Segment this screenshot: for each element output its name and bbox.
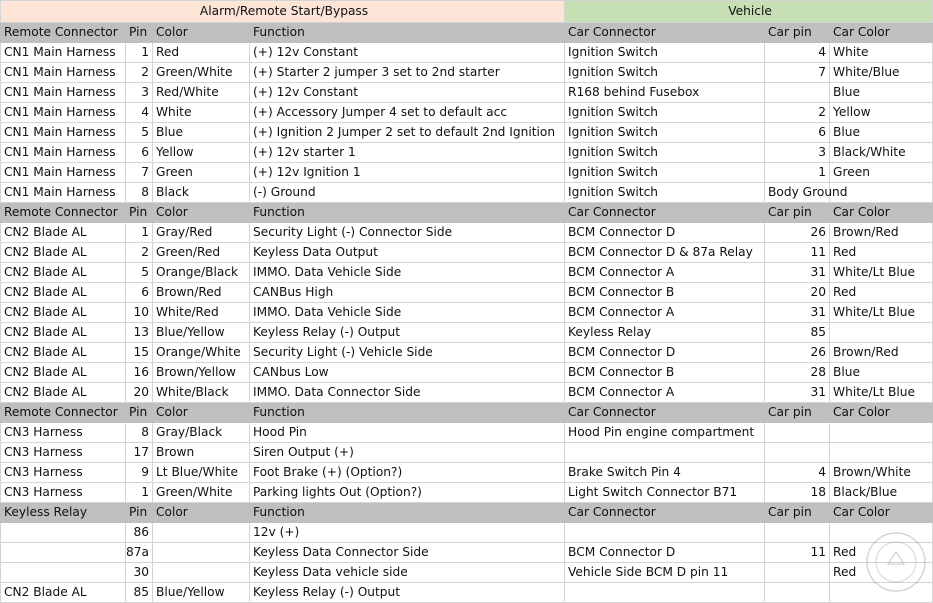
cell-color[interactable]: Gray/Red [153,223,250,243]
cell-car-color[interactable]: White [830,43,933,63]
cell-car-pin[interactable]: 26 [765,343,830,363]
table-row [1,343,933,363]
table-row [1,323,933,343]
cell-function[interactable]: Keyless Data vehicle side [250,563,565,583]
cell-car-color[interactable]: Red [830,543,933,563]
header-cell-pin[interactable]: Pin [126,203,153,223]
alarm-section-title[interactable]: Alarm/Remote Start/Bypass [1,1,565,23]
vehicle-section-title[interactable]: Vehicle [565,1,933,23]
cell-color[interactable]: Blue/Yellow [153,583,250,603]
cell-car-connector[interactable]: Ignition Switch [565,103,765,123]
table-row [1,263,933,283]
table-row [1,303,933,323]
cell-car-pin[interactable] [765,423,830,443]
cell-function[interactable]: Security Light (-) Vehicle Side [250,343,565,363]
cell-connector[interactable]: CN1 Main Harness [1,123,126,143]
cell-function[interactable]: CANbus Low [250,363,565,383]
table-row [1,563,933,583]
cell-pin[interactable]: 20 [126,383,153,403]
header-cell-car-connector[interactable]: Car Connector [565,23,765,43]
cell-function[interactable]: IMMO. Data Connector Side [250,383,565,403]
table-body [1,1,933,603]
cell-car-color[interactable]: White/Lt Blue [830,383,933,403]
cell-car-pin[interactable] [765,523,830,543]
cell-car-color[interactable]: White/Lt Blue [830,303,933,323]
table-row [1,443,933,463]
cell-color[interactable] [153,523,250,543]
cell-pin[interactable]: 10 [126,303,153,323]
cell-function[interactable]: (+) Starter 2 jumper 3 set to 2nd starter [250,63,565,83]
cell-car-color[interactable]: Black/Blue [830,483,933,503]
cell-car-pin[interactable]: 1 [765,163,830,183]
cell-function[interactable]: IMMO. Data Vehicle Side [250,303,565,323]
cell-color[interactable]: Black [153,183,250,203]
cell-connector[interactable]: CN3 Harness [1,443,126,463]
cell-connector[interactable]: CN2 Blade AL [1,343,126,363]
cell-pin[interactable]: 86 [126,523,153,543]
cell-connector[interactable] [1,563,126,583]
header-cell-pin[interactable]: Pin [126,503,153,523]
header-cell-color[interactable]: Color [153,203,250,223]
header-cell-car-pin[interactable]: Car pin [765,203,830,223]
cell-pin[interactable]: 6 [126,283,153,303]
cell-car-pin[interactable] [765,83,830,103]
cell-car-pin[interactable]: Body Ground [765,183,830,203]
cell-car-connector[interactable]: R168 behind Fusebox [565,83,765,103]
header-cell-function[interactable]: Function [250,23,565,43]
cell-car-connector[interactable] [565,523,765,543]
cell-connector[interactable] [1,543,126,563]
cell-connector[interactable]: CN2 Blade AL [1,383,126,403]
cell-car-color[interactable]: Red [830,283,933,303]
table-row [1,523,933,543]
header-cell-car-pin[interactable]: Car pin [765,23,830,43]
header-cell-connector[interactable]: Keyless Relay [1,503,126,523]
table-row [1,283,933,303]
header-cell-connector[interactable]: Remote Connector [1,403,126,423]
cell-car-pin[interactable]: 20 [765,283,830,303]
cell-car-connector[interactable]: BCM Connector A [565,383,765,403]
watermark-seal [864,530,928,594]
cell-car-color[interactable]: White/Blue [830,63,933,83]
cell-car-pin[interactable] [765,583,830,603]
cell-car-connector[interactable]: Ignition Switch [565,143,765,163]
cell-car-pin[interactable]: 2 [765,103,830,123]
cell-pin[interactable]: 17 [126,443,153,463]
cell-color[interactable]: Blue/Yellow [153,323,250,343]
cell-function[interactable]: Keyless Relay (-) Output [250,583,565,603]
cell-car-color[interactable]: Blue [830,83,933,103]
table-row [1,103,933,123]
header-cell-function[interactable]: Function [250,203,565,223]
cell-color[interactable]: White/Black [153,383,250,403]
cell-car-color[interactable] [830,323,933,343]
cell-connector[interactable]: CN1 Main Harness [1,143,126,163]
cell-car-pin[interactable] [765,443,830,463]
cell-color[interactable]: Green/White [153,63,250,83]
cell-car-connector[interactable]: Vehicle Side BCM D pin 11 [565,563,765,583]
cell-connector[interactable]: CN1 Main Harness [1,103,126,123]
cell-connector[interactable]: CN2 Blade AL [1,303,126,323]
header-cell-car-color[interactable]: Car Color [830,503,933,523]
cell-pin[interactable]: 87a [126,543,153,563]
header-cell-color[interactable]: Color [153,403,250,423]
cell-color[interactable]: Lt Blue/White [153,463,250,483]
cell-function[interactable]: CANBus High [250,283,565,303]
cell-car-pin[interactable]: 31 [765,383,830,403]
cell-connector[interactable]: CN2 Blade AL [1,323,126,343]
cell-car-pin[interactable]: 85 [765,323,830,343]
cell-color[interactable]: Brown/Yellow [153,363,250,383]
cell-car-connector[interactable]: BCM Connector B [565,283,765,303]
cell-function[interactable]: 12v (+) [250,523,565,543]
table-row [1,223,933,243]
section-header-row [1,403,933,423]
cell-color[interactable]: Orange/Black [153,263,250,283]
header-cell-car-pin[interactable]: Car pin [765,503,830,523]
cell-car-connector[interactable]: Ignition Switch [565,63,765,83]
header-cell-connector[interactable]: Remote Connector [1,203,126,223]
cell-pin[interactable]: 9 [126,463,153,483]
cell-car-connector[interactable]: Ignition Switch [565,163,765,183]
cell-car-connector[interactable]: Hood Pin engine compartment [565,423,765,443]
table-row [1,123,933,143]
cell-connector[interactable]: CN2 Blade AL [1,263,126,283]
cell-function[interactable]: IMMO. Data Vehicle Side [250,263,565,283]
section-header-row [1,203,933,223]
header-cell-car-color[interactable]: Car Color [830,203,933,223]
cell-function[interactable]: Foot Brake (+) (Option?) [250,463,565,483]
table-row [1,463,933,483]
cell-pin[interactable]: 15 [126,343,153,363]
cell-pin[interactable]: 6 [126,143,153,163]
cell-connector[interactable]: CN3 Harness [1,463,126,483]
cell-connector[interactable]: CN1 Main Harness [1,63,126,83]
cell-pin[interactable]: 8 [126,183,153,203]
cell-pin[interactable]: 5 [126,123,153,143]
cell-car-color[interactable]: Brown/Red [830,343,933,363]
cell-color[interactable] [153,543,250,563]
section-header-row [1,23,933,43]
section-header-row [1,503,933,523]
cell-color[interactable]: White [153,103,250,123]
cell-car-pin[interactable]: 4 [765,43,830,63]
cell-pin[interactable]: 7 [126,163,153,183]
cell-color[interactable]: Brown/Red [153,283,250,303]
header-cell-car-connector[interactable]: Car Connector [565,403,765,423]
header-cell-car-color[interactable]: Car Color [830,403,933,423]
title-row [1,1,933,23]
table-row [1,63,933,83]
cell-car-connector[interactable]: BCM Connector D & 87a Relay [565,243,765,263]
cell-function[interactable]: (-) Ground [250,183,565,203]
cell-pin[interactable]: 1 [126,483,153,503]
cell-connector[interactable]: CN2 Blade AL [1,363,126,383]
cell-function[interactable]: Hood Pin [250,423,565,443]
cell-function[interactable]: Parking lights Out (Option?) [250,483,565,503]
cell-car-color[interactable]: Black/White [830,143,933,163]
table-row [1,363,933,383]
table-row [1,143,933,163]
header-cell-function[interactable]: Function [250,503,565,523]
table-row [1,423,933,443]
cell-car-color[interactable]: Red [830,563,933,583]
table-row [1,243,933,263]
cell-car-connector[interactable]: Keyless Relay [565,323,765,343]
cell-car-color[interactable]: Red [830,243,933,263]
cell-car-color[interactable]: Blue [830,363,933,383]
cell-car-connector[interactable]: Ignition Switch [565,183,765,203]
cell-connector[interactable]: CN1 Main Harness [1,83,126,103]
cell-car-color[interactable]: White/Lt Blue [830,263,933,283]
cell-car-pin[interactable]: 26 [765,223,830,243]
cell-pin[interactable]: 3 [126,83,153,103]
table-row [1,43,933,63]
cell-connector[interactable]: CN3 Harness [1,483,126,503]
cell-car-pin[interactable]: 4 [765,463,830,483]
cell-pin[interactable]: 5 [126,263,153,283]
cell-function[interactable]: Siren Output (+) [250,443,565,463]
cell-color[interactable]: Green [153,163,250,183]
cell-car-pin[interactable]: 11 [765,243,830,263]
cell-car-connector[interactable] [565,583,765,603]
cell-car-color[interactable]: Brown/White [830,463,933,483]
cell-pin[interactable]: 8 [126,423,153,443]
cell-car-pin[interactable] [765,563,830,583]
cell-car-connector[interactable]: BCM Connector A [565,263,765,283]
cell-car-pin[interactable]: 6 [765,123,830,143]
cell-car-connector[interactable]: BCM Connector A [565,303,765,323]
header-cell-function[interactable]: Function [250,403,565,423]
cell-car-pin[interactable]: 11 [765,543,830,563]
cell-connector[interactable]: CN2 Blade AL [1,583,126,603]
table-row [1,83,933,103]
header-cell-car-connector[interactable]: Car Connector [565,203,765,223]
cell-car-connector[interactable]: BCM Connector D [565,543,765,563]
cell-function[interactable]: Keyless Data Connector Side [250,543,565,563]
cell-car-connector[interactable]: Ignition Switch [565,43,765,63]
table-row [1,163,933,183]
cell-car-pin[interactable]: 28 [765,363,830,383]
cell-function[interactable]: Security Light (-) Connector Side [250,223,565,243]
cell-car-color[interactable] [830,423,933,443]
cell-car-pin[interactable]: 31 [765,303,830,323]
table-row [1,383,933,403]
cell-car-color[interactable]: Green [830,163,933,183]
cell-pin[interactable]: 1 [126,223,153,243]
cell-pin[interactable]: 2 [126,63,153,83]
cell-color[interactable]: Green/Red [153,243,250,263]
cell-car-connector[interactable]: BCM Connector D [565,343,765,363]
cell-function[interactable]: Keyless Relay (-) Output [250,323,565,343]
cell-connector[interactable]: CN1 Main Harness [1,163,126,183]
header-cell-car-connector[interactable]: Car Connector [565,503,765,523]
cell-car-pin[interactable]: 7 [765,63,830,83]
cell-pin[interactable]: 2 [126,243,153,263]
cell-car-pin[interactable]: 18 [765,483,830,503]
header-cell-connector[interactable]: Remote Connector [1,23,126,43]
cell-car-connector[interactable]: Brake Switch Pin 4 [565,463,765,483]
cell-color[interactable]: Green/White [153,483,250,503]
header-cell-car-pin[interactable]: Car pin [765,403,830,423]
cell-pin[interactable]: 85 [126,583,153,603]
cell-color[interactable]: Gray/Black [153,423,250,443]
cell-color[interactable]: Orange/White [153,343,250,363]
cell-color[interactable]: Blue [153,123,250,143]
cell-function[interactable]: (+) 12v Constant [250,43,565,63]
header-cell-color[interactable]: Color [153,23,250,43]
cell-car-connector[interactable]: BCM Connector D [565,223,765,243]
table-row [1,483,933,503]
cell-pin[interactable]: 4 [126,103,153,123]
cell-function[interactable]: (+) Accessory Jumper 4 set to default acc [250,103,565,123]
cell-car-pin[interactable]: 3 [765,143,830,163]
cell-pin[interactable]: 13 [126,323,153,343]
table-row [1,583,933,603]
cell-car-pin[interactable]: 31 [765,263,830,283]
cell-pin[interactable]: 30 [126,563,153,583]
table-row [1,183,933,203]
cell-car-connector[interactable]: Ignition Switch [565,123,765,143]
cell-function[interactable]: (+) Ignition 2 Jumper 2 set to default 2nd Ignition [250,123,565,143]
cell-color[interactable]: Yellow [153,143,250,163]
cell-car-connector[interactable]: Light Switch Connector B71 [565,483,765,503]
cell-car-connector[interactable]: BCM Connector B [565,363,765,383]
cell-color[interactable] [153,563,250,583]
cell-car-color[interactable]: Blue [830,123,933,143]
cell-pin[interactable]: 1 [126,43,153,63]
cell-color[interactable]: White/Red [153,303,250,323]
cell-connector[interactable]: CN1 Main Harness [1,43,126,63]
cell-car-color[interactable]: Yellow [830,103,933,123]
header-cell-car-color[interactable]: Car Color [830,23,933,43]
cell-car-color[interactable]: Brown/Red [830,223,933,243]
cell-color[interactable]: Brown [153,443,250,463]
cell-connector[interactable]: CN2 Blade AL [1,243,126,263]
cell-pin[interactable]: 16 [126,363,153,383]
cell-color[interactable]: Red [153,43,250,63]
cell-connector[interactable]: CN2 Blade AL [1,283,126,303]
cell-function[interactable]: Keyless Data Output [250,243,565,263]
header-cell-pin[interactable]: Pin [126,403,153,423]
cell-connector[interactable]: CN1 Main Harness [1,183,126,203]
cell-car-color[interactable] [830,443,933,463]
cell-function[interactable]: (+) 12v Ignition 1 [250,163,565,183]
cell-connector[interactable]: CN2 Blade AL [1,223,126,243]
header-cell-color[interactable]: Color [153,503,250,523]
cell-connector[interactable]: CN3 Harness [1,423,126,443]
cell-car-connector[interactable] [565,443,765,463]
cell-function[interactable]: (+) 12v starter 1 [250,143,565,163]
header-cell-pin[interactable]: Pin [126,23,153,43]
cell-color[interactable]: Red/White [153,83,250,103]
table-row [1,543,933,563]
cell-function[interactable]: (+) 12v Constant [250,83,565,103]
cell-connector[interactable] [1,523,126,543]
